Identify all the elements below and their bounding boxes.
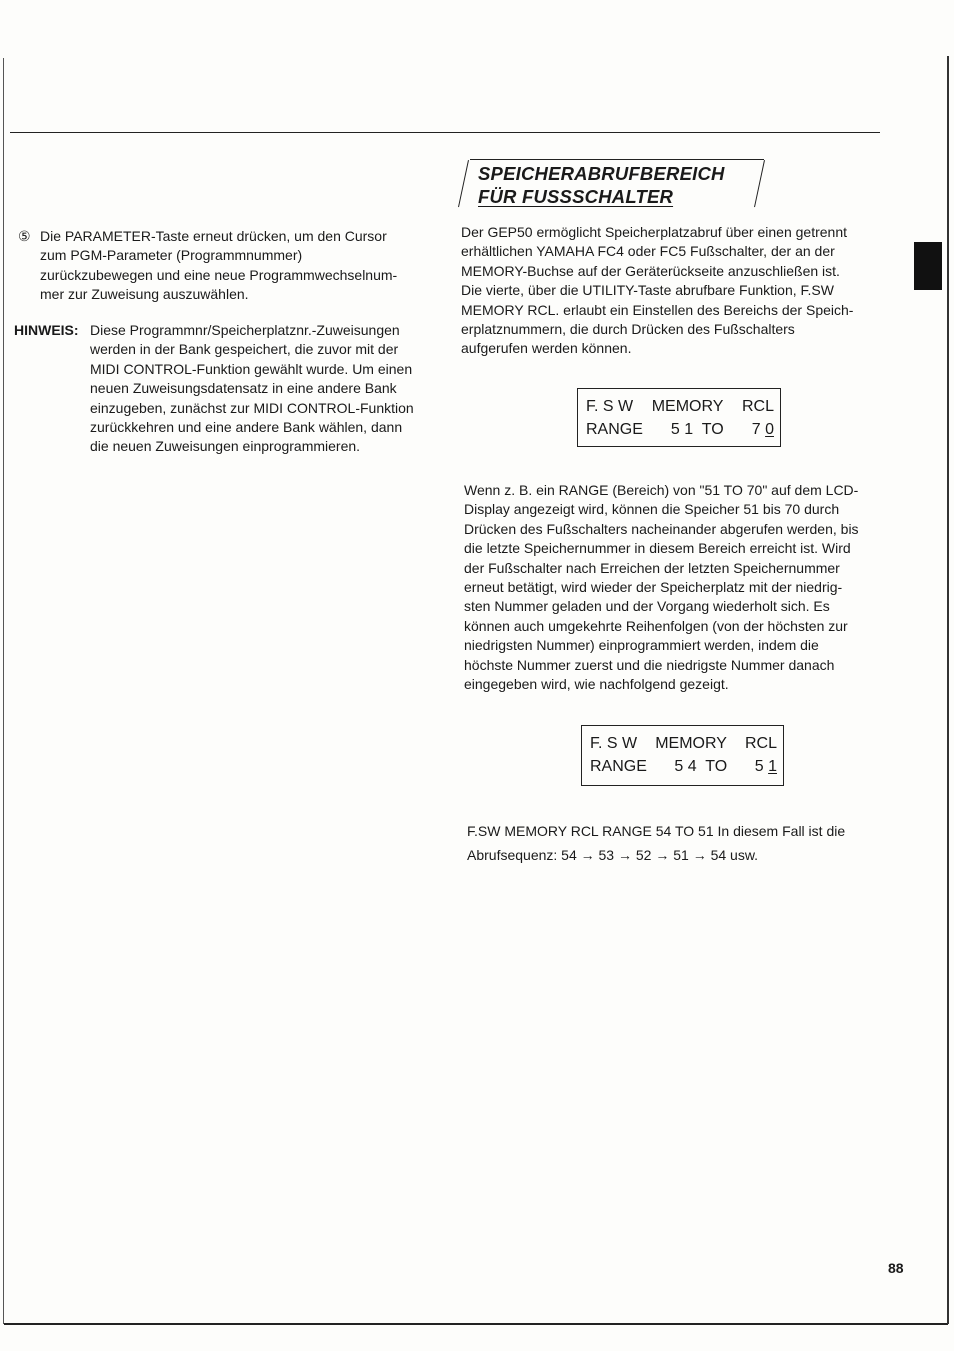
lcd-row-2	[590, 755, 777, 778]
hint-line: zurückkehren und eine andere Bank wählen, dann	[90, 419, 403, 436]
lcd-digit: 5	[754, 758, 764, 775]
title-line-2: FÜR FUSSSCHALTER	[478, 186, 674, 207]
lcd-fsw: F. S W	[590, 735, 638, 752]
hint-label: HINWEIS:	[14, 322, 79, 338]
hint-line: neuen Zuweisungsdatensatz in eine andere Bank	[90, 380, 397, 397]
lcd-fsw: F. S W	[586, 398, 634, 415]
middle-line: Display angezeigt wird, können die Speicher 51 bis 70 durch	[464, 501, 840, 518]
lcd-range-start: 5 1 TO	[670, 421, 724, 438]
title-top-line	[470, 159, 764, 160]
hint-line: die neuen Zuweisungen einprogrammieren.	[90, 438, 361, 455]
lcd-cursor-digit: 0	[765, 421, 774, 438]
lcd-display-2	[581, 725, 784, 786]
title-left-slash	[458, 160, 469, 207]
closing-line: F.SW MEMORY RCL RANGE 54 TO 51 In diesem Fall ist die	[467, 823, 846, 839]
top-rule	[10, 132, 880, 133]
hint-line: werden in der Bank gespeichert, die zuvor mit der	[90, 341, 399, 358]
lcd-rcl: RCL	[741, 398, 774, 415]
lcd-range: RANGE	[586, 421, 643, 438]
bottom-rule	[4, 1323, 948, 1325]
intro-line: erplatznummern, die durch Drücken des Fußschalters	[461, 321, 795, 338]
lcd-display-1	[577, 388, 781, 447]
lcd-cursor-digit: 1	[768, 758, 777, 775]
middle-line: höchste Nummer zuerst und die niedrigste Nummer danach	[464, 656, 835, 673]
step-line: Die PARAMETER-Taste erneut drücken, um den Cursor	[40, 228, 387, 244]
step-line: zurückzubewegen und eine neue Programmwechselnum-	[40, 266, 398, 283]
lcd-range: RANGE	[590, 758, 647, 775]
intro-line: erhältlichen YAMAHA FC4 oder FC5 Fußschalter, der an der	[461, 243, 835, 260]
intro-line: MEMORY RCL. erlaubt ein Einstellen des Bereichs der Speich-	[461, 301, 854, 318]
hint-line: einzugeben, zunächst zur MIDI CONTROL-Funktion	[90, 399, 414, 416]
lcd-digit: 7	[751, 421, 761, 438]
closing-paragraph	[467, 819, 845, 867]
intro-line: aufgerufen werden können.	[461, 340, 632, 357]
title-line-1: SPEICHERABRUFBEREICH	[478, 163, 725, 184]
lcd-range-end	[752, 418, 774, 441]
section-tab-marker	[914, 242, 942, 290]
middle-line: Wenn z. B. ein RANGE (Bereich) von "51 TO 70" auf dem LCD-	[464, 482, 859, 498]
hint-line: Diese Programmnr/Speicherplatznr.-Zuweisungen	[90, 322, 400, 338]
step-line: zum PGM-Parameter (Programmnummer)	[40, 247, 303, 264]
lcd-memory: MEMORY	[655, 735, 727, 752]
middle-line: die letzte Speichernummer in diesem Bereich erreicht ist. Wird	[464, 540, 851, 557]
middle-line: Drücken des Fußschalters nacheinander abgerufen werden, bis	[464, 520, 859, 537]
intro-line: Die vierte, über die UTILITY-Taste abrufbare Funktion, F.SW	[461, 282, 834, 299]
section-title	[478, 162, 725, 208]
title-right-slash	[754, 160, 765, 207]
middle-line: können auch umgekehrte Reihenfolgen (von der höchsten zur	[464, 617, 848, 634]
middle-line: erneut betätigt, wird wieder der Speicherplatz mit der niedrig-	[464, 579, 843, 596]
lcd-row-2	[586, 418, 774, 441]
page-number: 88	[888, 1260, 904, 1276]
middle-line: der Fußschalter nach Erreichen der letzten Speichernummer	[464, 559, 840, 576]
intro-line: MEMORY-Buchse auf der Geräterückseite anzuschließen ist.	[461, 262, 840, 279]
step-5-text	[40, 227, 397, 305]
step-marker: ⑤	[18, 228, 31, 244]
middle-paragraph	[464, 481, 859, 694]
lcd-range-end	[755, 755, 777, 778]
closing-line: Abrufsequenz: 54 → 53 → 52 → 51 → 54 usw.	[467, 847, 759, 863]
hint-text	[90, 321, 414, 457]
hint-line: MIDI CONTROL-Funktion gewählt wurde. Um einen	[90, 360, 413, 377]
right-edge	[947, 56, 949, 1324]
lcd-row-1	[586, 395, 774, 418]
step-line: mer zur Zuweisung auszuwählen.	[40, 286, 249, 303]
left-edge	[3, 58, 4, 1324]
middle-line: niedrigsten Nummer) einprogrammiert werden, indem die	[464, 637, 819, 654]
lcd-rcl: RCL	[744, 735, 777, 752]
lcd-memory: MEMORY	[651, 398, 724, 415]
middle-line: eingegeben wird, wie nachfolgend gezeigt.	[464, 676, 729, 693]
lcd-range-start: 5 4 TO	[674, 758, 728, 775]
lcd-row-1	[590, 732, 777, 755]
intro-line: Der GEP50 ermöglicht Speicherplatzabruf über einen getrennt	[461, 224, 847, 240]
intro-paragraph	[461, 223, 853, 359]
middle-line: sten Nummer geladen und der Vorgang wiederholt sich. Es	[464, 598, 830, 615]
